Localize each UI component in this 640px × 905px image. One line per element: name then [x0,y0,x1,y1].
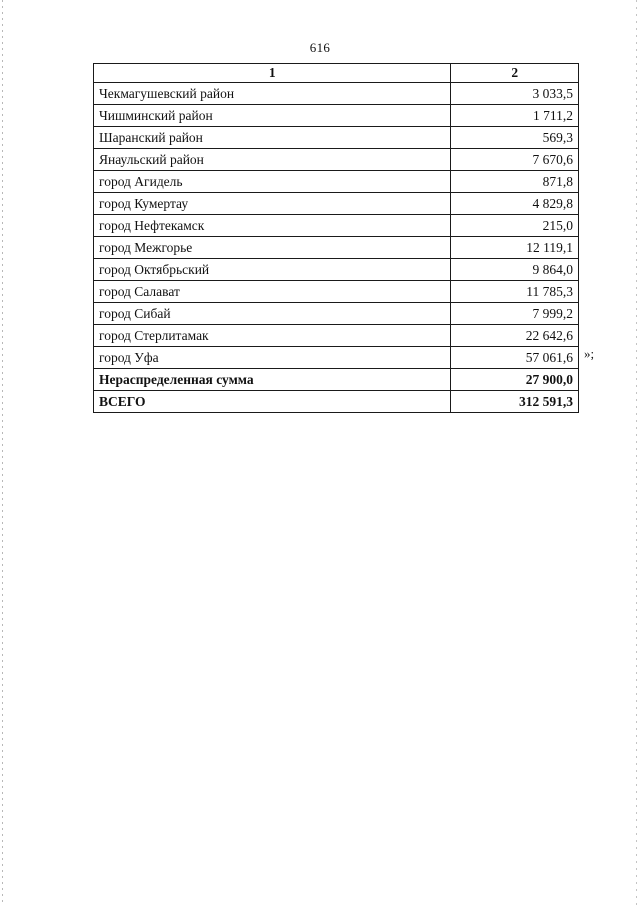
row-value: 4 829,8 [451,193,579,215]
page-edge-right [636,0,637,905]
unallocated-row [94,369,579,391]
row-name: город Межгорье [94,237,451,259]
row-name: город Кумертау [94,193,451,215]
table-row [94,215,579,237]
row-name: Янаульский район [94,149,451,171]
table-row [94,149,579,171]
table-body [94,83,579,413]
table-header-row [94,64,579,83]
page-edge-left [2,0,3,905]
row-name: город Агидель [94,171,451,193]
row-value: 7 999,2 [451,303,579,325]
table-row [94,127,579,149]
table-row [94,83,579,105]
row-name: город Уфа [94,347,451,369]
header-col-2: 2 [451,64,579,83]
total-row [94,391,579,413]
row-value: 3 033,5 [451,83,579,105]
row-value: 57 061,6 [451,347,579,369]
table-row [94,259,579,281]
table-row [94,237,579,259]
table-row [94,105,579,127]
budget-table [93,63,579,413]
row-name: Чекмагушевский район [94,83,451,105]
table-header [94,64,579,83]
page-number: 616 [309,40,331,55]
row-value: 9 864,0 [451,259,579,281]
row-name: город Нефтекамск [94,215,451,237]
row-value: 7 670,6 [451,149,579,171]
header-col-1: 1 [94,64,451,83]
total-label: ВСЕГО [94,391,451,413]
table-row [94,325,579,347]
row-value: 12 119,1 [451,237,579,259]
row-name: город Стерлитамак [94,325,451,347]
closing-quote-mark: »; [584,346,595,361]
row-value: 11 785,3 [451,281,579,303]
unallocated-label: Нераспределенная сумма [94,369,451,391]
row-value: 215,0 [451,215,579,237]
row-value: 871,8 [451,171,579,193]
row-value: 1 711,2 [451,105,579,127]
row-value: 22 642,6 [451,325,579,347]
table-row [94,171,579,193]
row-name: город Октябрьский [94,259,451,281]
table-row [94,281,579,303]
table-row [94,303,579,325]
row-value: 569,3 [451,127,579,149]
table-row [94,347,579,369]
row-name: Шаранский район [94,127,451,149]
row-name: город Сибай [94,303,451,325]
table-row [94,193,579,215]
row-name: Чишминский район [94,105,451,127]
row-name: город Салават [94,281,451,303]
unallocated-value: 27 900,0 [451,369,579,391]
total-value: 312 591,3 [451,391,579,413]
